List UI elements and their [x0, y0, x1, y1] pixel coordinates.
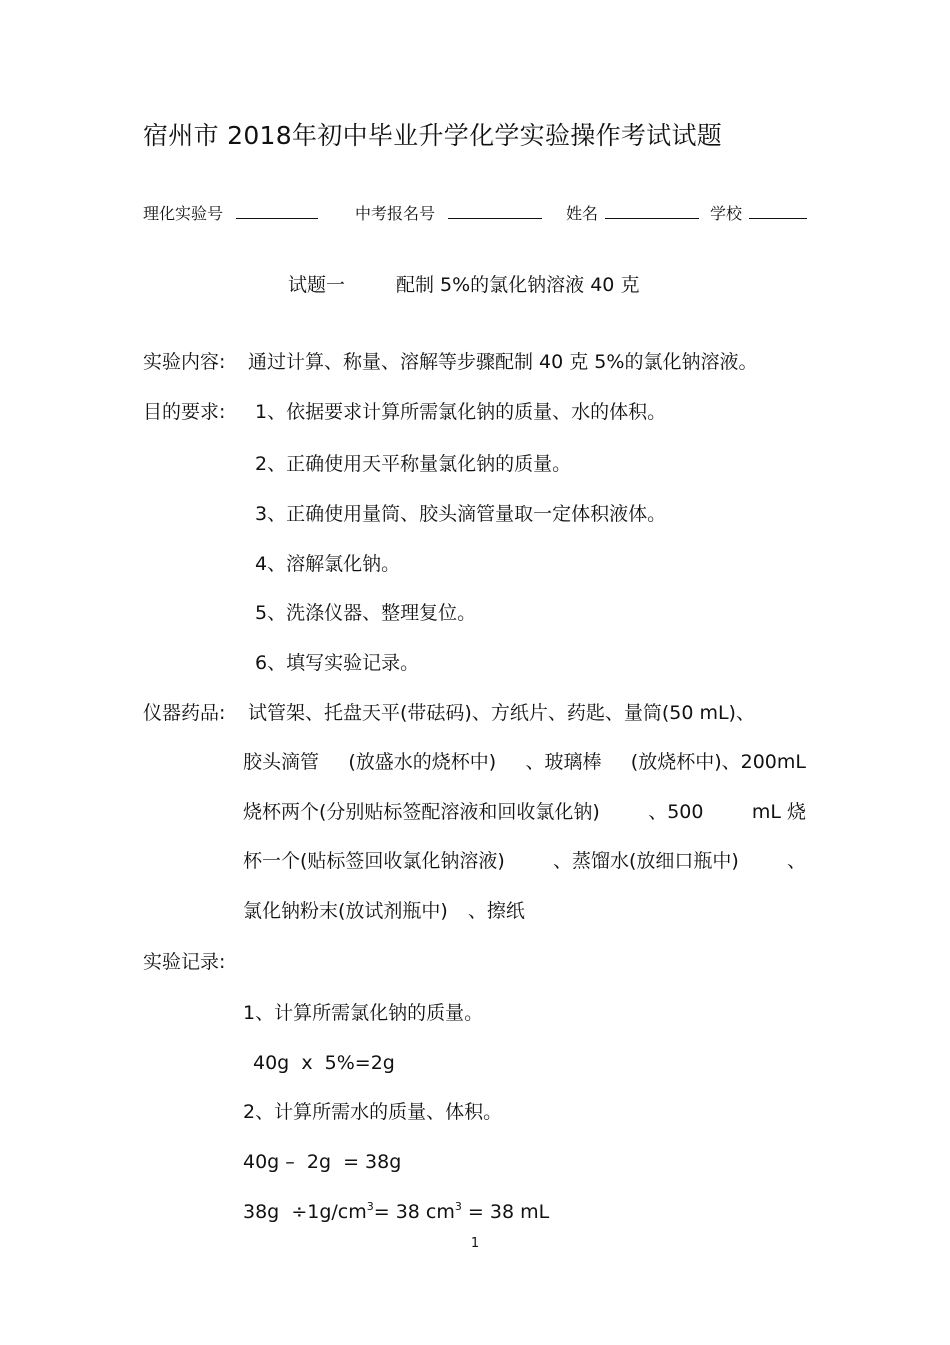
- instruments-line: [243, 800, 806, 824]
- lab-number-field: [143, 202, 318, 225]
- requirement-item: 2、正确使用天平称量氯化钠的质量。: [255, 453, 572, 475]
- instruments-segment: (放烧杯中)、200mL: [630, 751, 806, 773]
- name-blank[interactable]: [605, 202, 699, 219]
- exam-registration-blank[interactable]: [448, 202, 542, 219]
- requirement-item: 4、溶解氯化钠。: [255, 553, 401, 575]
- content-text: 通过计算、称量、溶解等步骤配制 40 克 5%的氯化钠溶液。: [248, 351, 758, 373]
- instruments-segment: mL 烧: [751, 801, 806, 823]
- requirement-item: 6、填写实验记录。: [255, 652, 420, 674]
- requirement-item: 5、洗涤仪器、整理复位。: [255, 602, 477, 624]
- lab-number-label: 理化实验号: [143, 204, 224, 223]
- name-label: 姓名: [566, 204, 599, 223]
- record-label: 实验记录:: [143, 951, 226, 973]
- instruments-segment: 氯化钠粉末(放试剂瓶中): [243, 900, 448, 922]
- instruments-segment: 胶头滴管: [243, 751, 320, 773]
- record-step: 2、计算所需水的质量、体积。: [243, 1101, 503, 1123]
- content-label: 实验内容:: [143, 351, 226, 373]
- record-step: 1、计算所需氯化钠的质量。: [243, 1002, 484, 1024]
- instruments-segment: 烧杯两个(分别贴标签配溶液和回收氯化钠): [243, 801, 600, 823]
- school-field: [710, 202, 807, 225]
- lab-number-blank[interactable]: [236, 202, 318, 219]
- instruments-segment: 、: [786, 850, 806, 872]
- name-field: [566, 202, 699, 225]
- instruments-segment: 杯一个(贴标签回收氯化钠溶液): [243, 850, 505, 872]
- question-topic: 配制 5%的氯化钠溶液 40 克: [396, 274, 640, 296]
- instruments-segment: 、擦纸: [467, 900, 525, 922]
- requirement-item: 1、依据要求计算所需氯化钠的质量、水的体积。: [255, 401, 667, 423]
- instruments-line: 试管架、托盘天平(带砝码)、方纸片、药匙、量筒(50 mL)、: [248, 702, 755, 724]
- instruments-segment: 、玻璃棒: [525, 751, 602, 773]
- record-calculation: 40g x 5%=2g: [253, 1052, 395, 1074]
- instruments-line: [243, 750, 806, 774]
- instruments-label: 仪器药品:: [143, 702, 226, 724]
- page-number: 1: [470, 1236, 480, 1251]
- calc-segment: = 38 mL: [461, 1201, 550, 1223]
- record-calculation: 40g – 2g = 38g: [243, 1151, 402, 1173]
- exam-registration-field: [355, 202, 542, 225]
- calc-segment: = 38 cm: [373, 1201, 455, 1223]
- school-label: 学校: [710, 204, 743, 223]
- school-blank[interactable]: [749, 202, 807, 219]
- instruments-line: [243, 899, 525, 923]
- instruments-segment: 、500: [648, 801, 704, 823]
- question-number: 试题一: [288, 274, 346, 296]
- record-calculation: [243, 1200, 549, 1224]
- calc-segment: 38g ÷1g/cm: [243, 1201, 367, 1223]
- superscript: 3: [366, 1200, 374, 1213]
- instruments-segment: (放盛水的烧杯中): [348, 751, 497, 773]
- requirements-label: 目的要求:: [143, 401, 226, 423]
- requirement-item: 3、正确使用量筒、胶头滴管量取一定体积液体。: [255, 503, 667, 525]
- instruments-segment: 、蒸馏水(放细口瓶中): [552, 850, 739, 872]
- superscript: 3: [454, 1200, 462, 1213]
- instruments-line: [243, 849, 806, 873]
- document-title: 宿州市 2018年初中毕业升学化学实验操作考试试题: [143, 121, 723, 150]
- exam-registration-label: 中考报名号: [355, 204, 436, 223]
